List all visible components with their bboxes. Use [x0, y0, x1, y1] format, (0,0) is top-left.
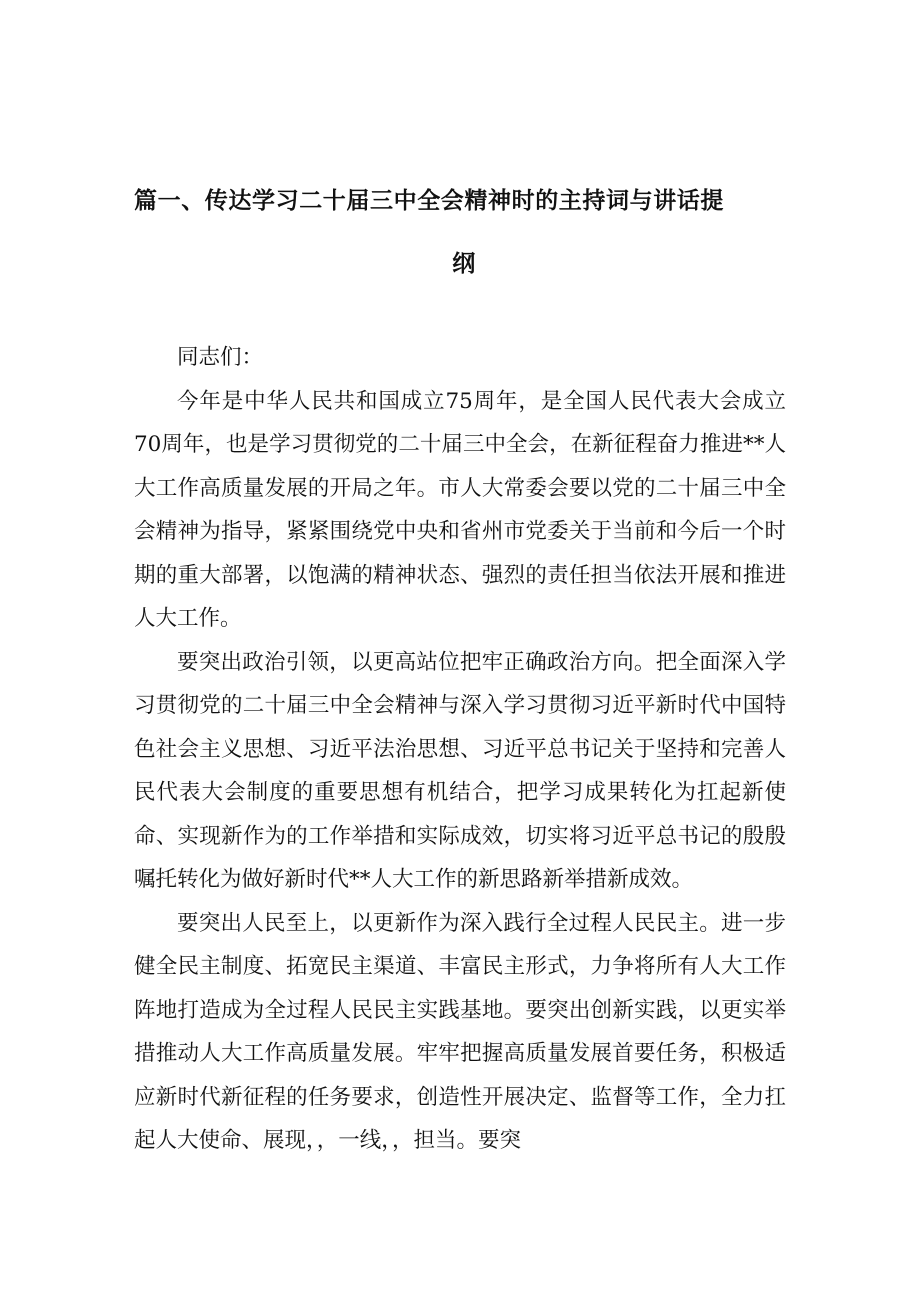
paragraph-3: 要突出人民至上，以更新作为深入践行全过程人民民主。进一步健全民主制度、拓宽民主渠道、丰富民主形式，力争将所有人大工作阵地打造成为全过程人民民主实践基地。要突出创新实践，以更实举措推动人大工作高质量发展。牢牢把握高质量发展首要任务，积极适应新时代新征程的任务要求，创造性开展决定、监督等工作，全力扛起人大使命、展现，，一线，，担当。要突 [134, 910, 786, 1153]
paragraph-1: 今年是中华人民共和国成立75周年，是全国人民代表大会成立70周年，也是学习贯彻党的二十届三中全会，在新征程奋力推进**人大工作高质量发展的开局之年。市人大常委会要以党的二十届三中全会精神为指导，紧紧围绕党中央和省州市党委关于当前和今后一个时期的重大部署，以饱满的精神状态、强烈的责任担当依法开展和推进人大工作。 [134, 388, 786, 631]
document-title [134, 170, 734, 296]
title-line-1: 篇一、传达学习二十届三中全会精神时的主持词与讲话提 [134, 188, 724, 214]
salutation: 同志们： [177, 345, 264, 370]
document-body [134, 336, 786, 1163]
title-line-2: 纲 [452, 251, 476, 277]
paragraph-2: 要突出政治引领，以更高站位把牢正确政治方向。把全面深入学习贯彻党的二十届三中全会精神与深入学习贯彻习近平新时代中国特色社会主义思想、习近平法治思想、习近平总书记关于坚持和完善人民代表大会制度的重要思想有机结合，把学习成果转化为扛起新使命、实现新作为的工作举措和实际成效，切实将习近平总书记的殷殷嘱托转化为做好新时代**人大工作的新思路新举措新成效。 [134, 649, 786, 892]
